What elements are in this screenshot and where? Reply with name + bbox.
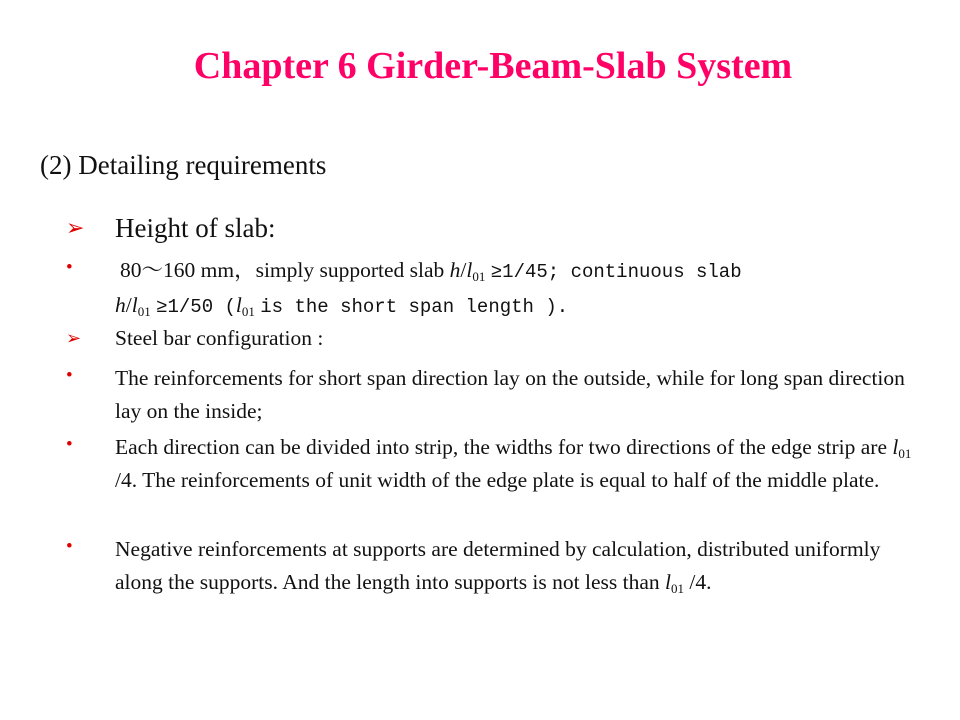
item-1-text: The reinforcements for short span direction lay on the outside, while for long span direction lay on the inside; [115, 366, 905, 423]
arrow-bullet-icon: ➢ [66, 328, 82, 349]
bullet-icon: • [66, 257, 73, 278]
slide-title: Chapter 6 Girder-Beam-Slab System [193, 45, 793, 87]
bullet-icon: • [66, 434, 73, 455]
height-heading: Height of slab: [115, 213, 276, 243]
item-2-text: Each direction can be divided into strip, the widths for two directions of the edge strip are $l_{01}$ /4. The reinforcements of unit width of the edge plate is equal to half of the middle plate. [115, 435, 912, 492]
steel-heading: Steel bar configuration : [115, 326, 324, 350]
item-3-text: Negative reinforcements at supports are determined by calculation, distributed uniformly along the supports. And the length into supports is not less than $l_{01}$ /4. [115, 537, 881, 596]
height-item-text: 80～160 mm，simply supported slab $h/l_{01} \ge 1/45$; continuous slab $h/l_{01} \ge 1/50$ ($l_{01}$ is the short span length ). [115, 258, 742, 319]
bullet-icon: • [66, 536, 73, 557]
bullet-icon: • [66, 365, 73, 386]
arrow-bullet-icon: ➢ [66, 216, 85, 241]
section-subtitle: (2) Detailing requirements [40, 150, 327, 180]
